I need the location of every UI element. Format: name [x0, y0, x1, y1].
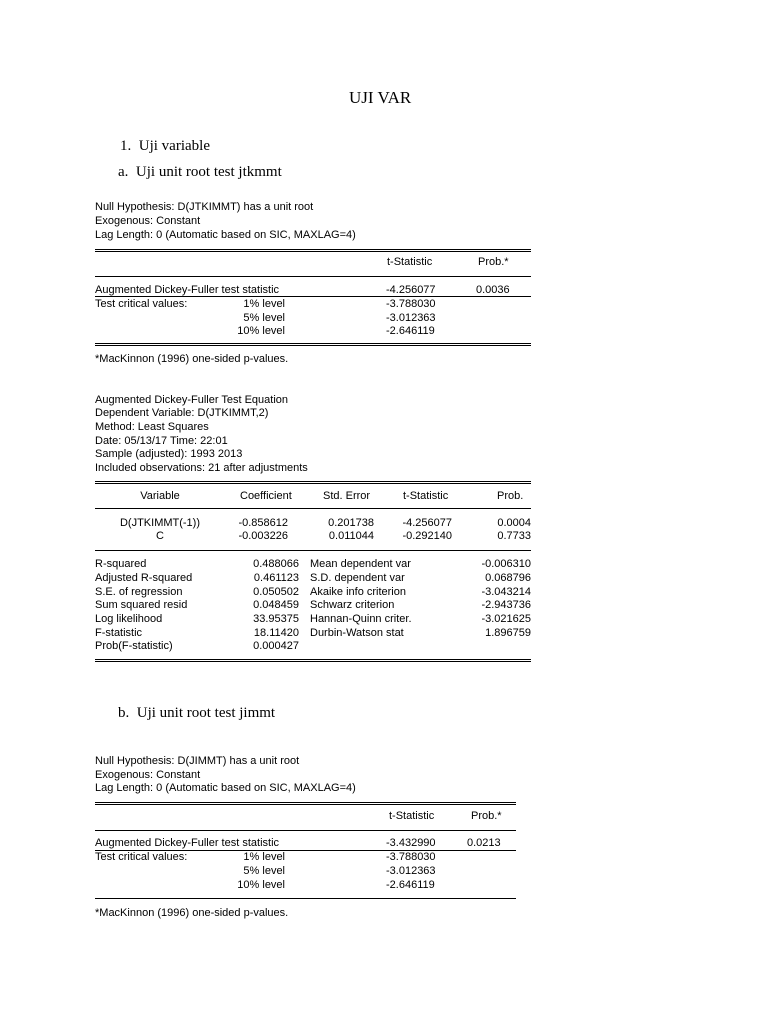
test-a-adf-prob: 0.0036	[476, 284, 510, 296]
test-b-col-tstat: t-Statistic	[389, 810, 435, 822]
eq-a-rule-top	[95, 481, 531, 482]
stat-left-3-value: 0.050502	[253, 586, 299, 598]
eq-a-col-coefficient: Coefficient	[240, 490, 292, 502]
eq-a-col-variable: Variable	[140, 490, 180, 502]
test-a-level-3-value: -2.646119	[386, 325, 435, 337]
test-b-footnote: *MacKinnon (1996) one-sided p-values.	[95, 907, 289, 919]
stat-right-3-value: -3.043214	[481, 586, 531, 598]
test-a-adf-label: Augmented Dickey-Fuller test statistic	[95, 284, 280, 296]
test-b-rule-top-2	[95, 804, 516, 805]
test-a-level-3-label: 10% level	[237, 325, 285, 337]
eq-a-header-3: Method: Least Squares	[95, 421, 209, 433]
eq-a-rule-coef-bottom	[95, 550, 531, 551]
eq-a-col-tstat: t-Statistic	[403, 490, 449, 502]
eq-a-header-6: Included observations: 21 after adjustments	[95, 462, 308, 474]
test-b-level-1-value: -3.788030	[386, 851, 436, 863]
test-a-rule-top	[95, 249, 531, 250]
test-a-rule-mid	[95, 276, 531, 277]
eq-a-row-1-se: 0.201738	[328, 517, 374, 529]
test-a-adf-tstat: -4.256077	[386, 284, 436, 296]
stat-right-4-label: Schwarz criterion	[310, 599, 395, 611]
test-b-rule-top	[95, 802, 516, 803]
test-b-critical-label: Test critical values:	[95, 851, 188, 863]
test-a-rule-top-2	[95, 251, 531, 252]
test-a-header-2: Exogenous: Constant	[95, 215, 201, 227]
test-b-adf-label: Augmented Dickey-Fuller test statistic	[95, 837, 280, 849]
stat-left-4-label: Sum squared resid	[95, 599, 188, 611]
stat-right-6-label: Durbin-Watson stat	[310, 627, 404, 639]
section-heading-a: a. Uji unit root test jtkmmt	[118, 164, 282, 180]
stat-left-6-label: F-statistic	[95, 627, 143, 639]
eq-a-row-2-coef: -0.003226	[238, 530, 288, 542]
eq-a-header-4: Date: 05/13/17 Time: 22:01	[95, 435, 228, 447]
stat-right-1-value: -0.006310	[481, 558, 531, 570]
stat-right-2-value: 0.068796	[485, 572, 531, 584]
eq-a-row-1-coef: -0.858612	[238, 517, 288, 529]
stat-right-5-label: Hannan-Quinn criter.	[310, 613, 412, 625]
test-b-level-2-value: -3.012363	[386, 865, 436, 877]
test-b-col-prob: Prob.*	[471, 810, 502, 822]
stat-left-3-label: S.E. of regression	[95, 586, 183, 598]
eq-a-rule-bottom	[95, 659, 531, 660]
stat-left-7-label: Prob(F-statistic)	[95, 640, 173, 652]
eq-a-row-1-prob: 0.0004	[497, 517, 531, 529]
eq-a-row-2-tstat: -0.292140	[402, 530, 452, 542]
eq-a-col-stderror: Std. Error	[323, 490, 371, 502]
stat-right-5-value: -3.021625	[481, 613, 531, 625]
stat-left-2-value: 0.461123	[253, 572, 299, 584]
eq-a-rule-header	[95, 508, 531, 509]
test-b-level-3-label: 10% level	[237, 879, 285, 891]
test-b-level-2-label: 5% level	[243, 865, 285, 877]
test-a-level-2-label: 5% level	[243, 312, 285, 324]
stat-left-1-value: 0.488066	[253, 558, 299, 570]
eq-a-header-1: Augmented Dickey-Fuller Test Equation	[95, 394, 289, 406]
stat-right-3-label: Akaike info criterion	[310, 586, 406, 598]
stat-right-4-value: -2.943736	[481, 599, 531, 611]
stat-right-2-label: S.D. dependent var	[310, 572, 405, 584]
test-b-header-1: Null Hypothesis: D(JIMMT) has a unit root	[95, 755, 300, 767]
test-b-rule-mid	[95, 830, 516, 831]
test-a-footnote: *MacKinnon (1996) one-sided p-values.	[95, 353, 289, 365]
document-title: UJI VAR	[349, 88, 412, 107]
stat-left-2-label: Adjusted R-squared	[95, 572, 193, 584]
eq-a-row-2-variable: C	[156, 530, 164, 542]
test-a-header-1: Null Hypothesis: D(JTKIMMT) has a unit root	[95, 201, 314, 213]
eq-a-rule-bottom-2	[95, 661, 531, 662]
stat-left-1-label: R-squared	[95, 558, 147, 570]
stat-left-4-value: 0.048459	[253, 599, 299, 611]
test-b-header-2: Exogenous: Constant	[95, 769, 201, 781]
eq-a-header-5: Sample (adjusted): 1993 2013	[95, 448, 243, 460]
test-a-level-2-value: -3.012363	[386, 312, 436, 324]
test-a-col-prob: Prob.*	[478, 256, 509, 268]
eq-a-row-1-tstat: -4.256077	[402, 517, 452, 529]
eq-a-row-2-se: 0.011044	[328, 530, 374, 542]
test-a-level-1-label: 1% level	[243, 298, 285, 310]
stat-left-5-value: 33.95375	[253, 613, 299, 625]
test-b-header-3: Lag Length: 0 (Automatic based on SIC, MAXLAG=4)	[95, 782, 356, 794]
test-a-col-tstat: t-Statistic	[387, 256, 433, 268]
eq-a-header-2: Dependent Variable: D(JTKIMMT,2)	[95, 407, 269, 419]
test-b-rule-bottom	[95, 898, 516, 899]
test-b-level-1-label: 1% level	[243, 851, 285, 863]
stat-left-7-value: 0.000427	[253, 640, 299, 652]
eq-a-row-2-prob: 0.7733	[497, 530, 531, 542]
eq-a-rule-top-2	[95, 483, 531, 484]
section-heading-b: b. Uji unit root test jimmt	[118, 705, 276, 721]
test-a-header-3: Lag Length: 0 (Automatic based on SIC, MAXLAG=4)	[95, 229, 356, 241]
test-a-level-1-value: -3.788030	[386, 298, 436, 310]
test-a-critical-label: Test critical values:	[95, 298, 188, 310]
test-b-level-3-value: -2.646119	[386, 879, 435, 891]
stat-right-1-label: Mean dependent var	[310, 558, 411, 570]
section-heading-1: 1. Uji variable	[120, 138, 210, 154]
test-b-adf-prob: 0.0213	[467, 837, 501, 849]
test-a-rule-bottom	[95, 343, 531, 344]
test-a-rule-bottom-2	[95, 345, 531, 346]
stat-left-6-value: 18.11420	[253, 627, 299, 639]
stat-right-6-value: 1.896759	[485, 627, 531, 639]
test-b-adf-tstat: -3.432990	[386, 837, 436, 849]
stat-left-5-label: Log likelihood	[95, 613, 163, 625]
test-a-rule-under-adf	[95, 296, 531, 297]
eq-a-col-prob: Prob.	[497, 490, 524, 502]
eq-a-row-1-variable: D(JTKIMMT(-1))	[119, 517, 201, 529]
